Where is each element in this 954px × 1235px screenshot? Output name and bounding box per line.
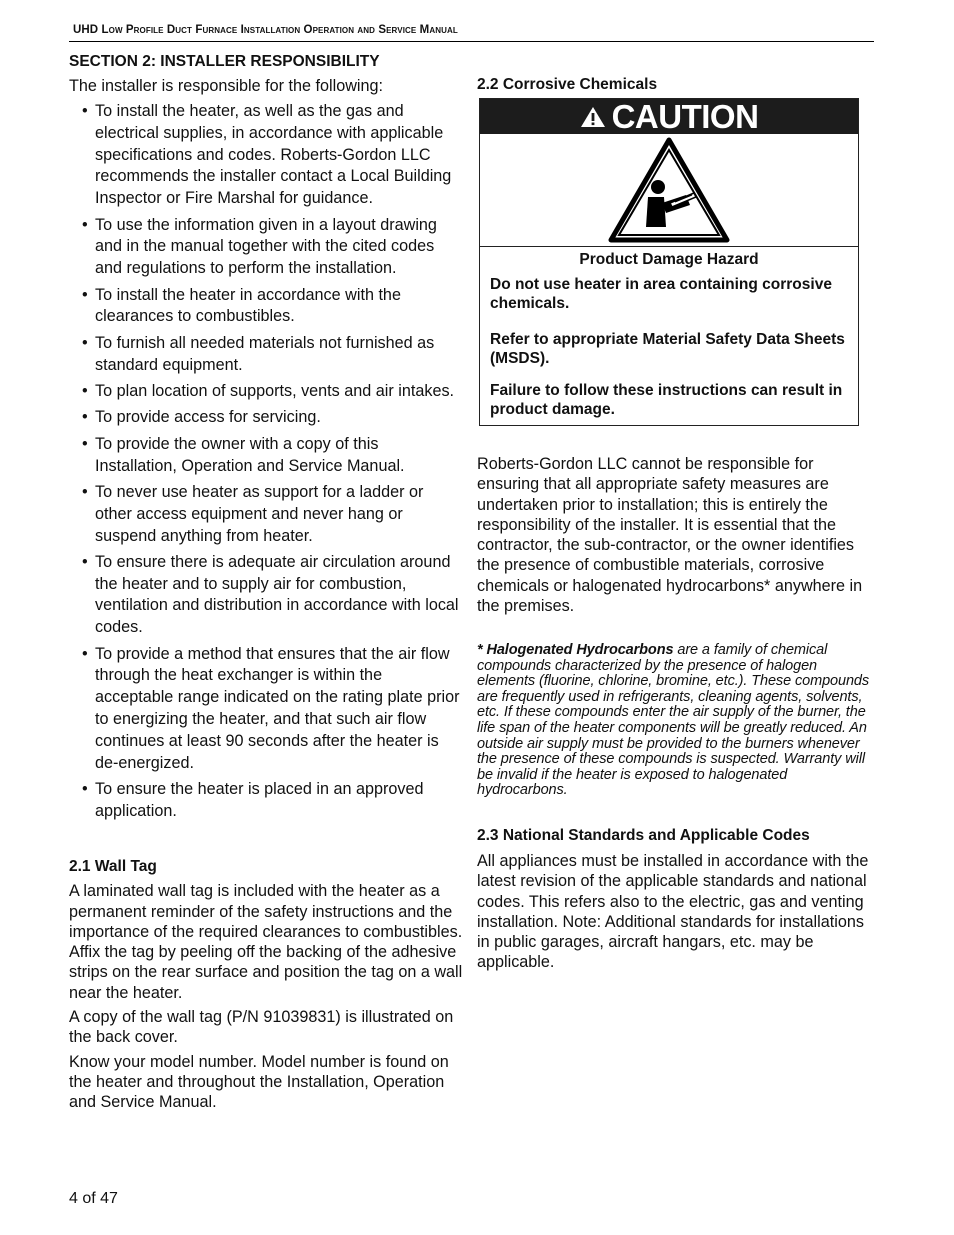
corrosive-paragraph: Roberts-Gordon LLC cannot be responsible for ensuring that all appropriate safety measures are undertaken prior to installation; this is entirely the responsibility of the installer. It is essential that the contractor, the sub-contractor, or the owner identifies the presence of combustible materials, corrosive chemicals or halogenated hydrocarbons* anywhere in the premises. <box>477 455 863 616</box>
right-column <box>477 75 872 95</box>
section-intro: The installer is responsible for the following: <box>69 77 384 95</box>
caution-banner <box>480 99 858 134</box>
header-divider <box>69 41 874 42</box>
list-item <box>69 779 463 823</box>
standards-block <box>477 826 869 977</box>
standards-paragraph: All appliances must be installed in accordance with the latest revision of the applicable standards and national codes. This refers also to the electric, gas and venting installation. Note: Additional standards for installations in public garages, aircraft hangars, etc. may be applicable. <box>477 852 869 972</box>
list-item <box>69 407 463 429</box>
caution-icon-area <box>480 134 858 247</box>
bullet-icon: • <box>82 333 88 352</box>
list-item-text: To install the heater, as well as the gas and electrical supplies, in accordance with applicable specifications and codes. Roberts-Gordon LLC recommends the installer contact a Local Building Inspector or Fire Marshal for guidance. <box>95 102 452 208</box>
warning-triangle-icon <box>580 106 606 128</box>
halogen-footnote <box>477 643 871 799</box>
corrosive-body-block <box>477 454 869 620</box>
list-item-text: To install the heater in accordance with the clearances to combustibles. <box>95 285 401 326</box>
list-item <box>69 644 463 775</box>
wall-tag-paragraph: A laminated wall tag is included with the heater as a permanent reminder of the safety instructions and the importance of the required clearances to combustibles. Affix the tag by peeling off the backing of the adhesive strips on the rear surface and position the tag on a wall near the heater. <box>69 882 463 1002</box>
list-item-text: To ensure there is adequate air circulation around the heater and to supply air for combustion, ventilation and distribution in accordance with local codes. <box>95 552 459 637</box>
section-title: SECTION 2: INSTALLER RESPONSIBILITY <box>69 53 380 70</box>
running-header <box>73 24 873 36</box>
bullet-icon: • <box>82 482 88 501</box>
left-column <box>69 52 463 1117</box>
list-item-text: To never use heater as support for a ladder or other access equipment and never hang or suspend anything from heater. <box>95 482 424 545</box>
bullet-icon: • <box>82 434 88 453</box>
caution-label: CAUTION <box>611 97 759 135</box>
list-item <box>69 285 463 329</box>
list-item <box>69 482 463 547</box>
bullet-icon: • <box>82 215 88 234</box>
bullet-icon: • <box>82 381 88 400</box>
wall-tag-heading: 2.1 Wall Tag <box>69 858 157 876</box>
list-item-text: To plan location of supports, vents and air intakes. <box>95 381 455 400</box>
list-item-text: To provide access for servicing. <box>95 408 321 427</box>
read-manual-warning-icon <box>608 137 730 243</box>
responsibility-list <box>69 101 463 823</box>
list-item <box>69 333 463 377</box>
list-item <box>69 434 463 478</box>
caution-message: Refer to appropriate Material Safety Data Sheets (MSDS). <box>490 331 845 367</box>
caution-message: Do not use heater in area containing corrosive chemicals. <box>490 276 832 312</box>
corrosive-heading: 2.2 Corrosive Chemicals <box>477 76 658 93</box>
list-item-text: To provide a method that ensures that the air flow through the heat exchanger is within the acceptable range indicated on the rating plate prior to energizing the heater, and that such air flow continues at least 90 seconds after the heater is de-energized. <box>95 644 460 772</box>
list-item <box>69 381 463 403</box>
list-item <box>69 215 463 280</box>
footnote-block <box>477 643 871 799</box>
list-item-text: To furnish all needed materials not furnished as standard equipment. <box>95 333 435 374</box>
caution-message: Failure to follow these instructions can result in product damage. <box>490 382 843 418</box>
footnote-term: * Halogenated Hydrocarbons <box>477 642 674 658</box>
caution-box <box>479 98 859 426</box>
list-item <box>69 101 463 210</box>
footnote-text: are a family of chemical compounds characterized by the presence of halogen elements (fluorine, chlorine, bromine, etc.). These compounds are frequently used in refrigerants, cleaning agents, solvents, etc. If these compounds enter the air supply of the burner, the life span of the heater components will be greatly reduced. An outside air supply must be provided to the burners whenever the presence of these compounds is suspected. Warranty will be invalid if the heater is exposed to halogenated hydrocarbons. <box>477 642 870 799</box>
hazard-name: Product Damage Hazard <box>579 251 759 268</box>
list-item-text: To provide the owner with a copy of this Installation, Operation and Service Manual. <box>95 434 405 475</box>
bullet-icon: • <box>82 552 88 571</box>
list-item-text: To use the information given in a layout drawing and in the manual together with the cited codes and regulations to perform the installation. <box>95 215 437 278</box>
wall-tag-paragraph: A copy of the wall tag (P/N 91039831) is illustrated on the back cover. <box>69 1008 454 1047</box>
bullet-icon: • <box>82 408 88 427</box>
list-item-text: To ensure the heater is placed in an approved application. <box>95 780 424 820</box>
page-number: 4 of 47 <box>69 1190 118 1207</box>
bullet-icon: • <box>82 102 88 120</box>
wall-tag-paragraph: Know your model number. Model number is found on the heater and throughout the Installation, Operation and Service Manual. <box>69 1052 449 1112</box>
bullet-icon: • <box>82 644 88 663</box>
header-title: UHD Low Profile Duct Furnace Installation Operation and Service Manual <box>73 24 458 36</box>
bullet-icon: • <box>82 285 88 304</box>
standards-heading: 2.3 National Standards and Applicable Codes <box>477 827 810 844</box>
bullet-icon: • <box>82 780 88 799</box>
list-item <box>69 552 463 639</box>
